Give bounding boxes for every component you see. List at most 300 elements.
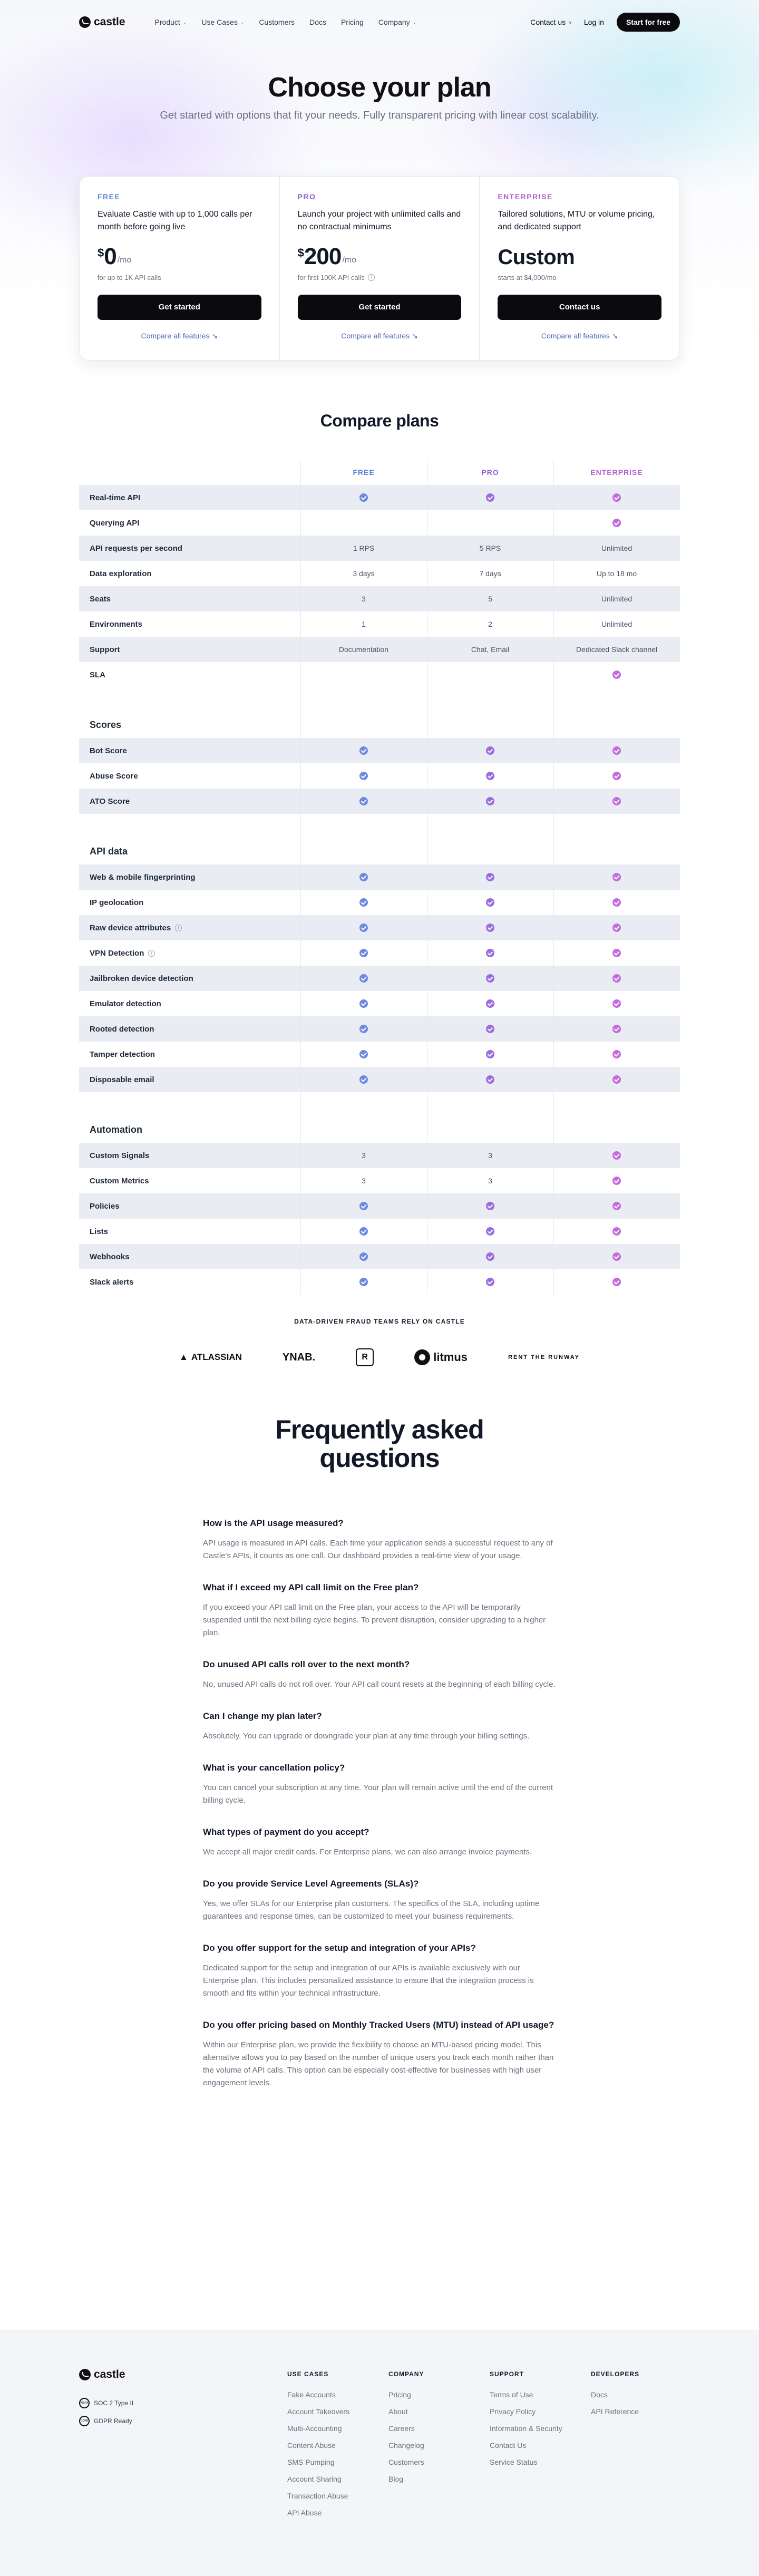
castle-logo-icon [79, 16, 91, 28]
check-icon [359, 873, 368, 881]
faq-title [0, 1415, 759, 1472]
footer-column-company [388, 2370, 424, 2492]
nav-link-label: Product [154, 18, 180, 26]
plan-price [98, 244, 261, 271]
feature-name [79, 974, 300, 983]
table-row [79, 763, 680, 789]
plan-cell-enterprise [553, 1016, 680, 1042]
faq-answer: You can cancel your subscription at any time. Your plan will remain active until the end of the current billing cycle. [203, 1783, 553, 1805]
top-nav [79, 13, 680, 32]
faq-item [203, 1826, 556, 1859]
check-icon [359, 1252, 368, 1261]
contact-us-label: Contact us [530, 18, 566, 26]
table-row [79, 940, 680, 966]
check-icon [486, 1050, 494, 1058]
plan-cell-enterprise [553, 1269, 680, 1295]
compare-features-link[interactable] [498, 332, 661, 341]
feature-label: Custom Metrics [90, 1176, 149, 1185]
check-icon [359, 1050, 368, 1058]
nav-link-label: Pricing [340, 18, 364, 26]
nav-link-company[interactable] [378, 18, 416, 26]
plan-cta-button[interactable]: Get started [98, 295, 261, 320]
feature-name [79, 746, 300, 755]
compare-features-link[interactable] [98, 332, 261, 341]
faq-answer: Absolutely. You can upgrade or downgrade your plan at any time through your billing settings. [203, 1732, 530, 1741]
check-icon [612, 670, 621, 679]
feature-label: Raw device attributes [90, 923, 171, 932]
customer-logos [179, 1348, 580, 1366]
price-period: /mo [117, 256, 132, 265]
check-icon [612, 746, 621, 755]
check-icon [359, 1202, 368, 1210]
footer-link[interactable]: Changelog [388, 2441, 424, 2449]
table-row [79, 915, 680, 940]
trust-heading: DATA-DRIVEN FRAUD TEAMS RELY ON CASTLE [294, 1318, 465, 1325]
brand-logo[interactable] [79, 16, 125, 28]
plan-name: FREE [98, 192, 121, 201]
check-icon [612, 519, 621, 527]
compare-title: Compare plans [320, 411, 439, 430]
plan-cell-enterprise [553, 763, 680, 789]
feature-name [79, 670, 300, 679]
faq-answer: We accept all major credit cards. For Enterprise plans, we can also arrange invoice payments. [203, 1848, 532, 1856]
feature-label: Real-time API [90, 493, 141, 502]
feature-name [79, 544, 300, 553]
rent-the-runway-logo: RENT THE RUNWAY [508, 1354, 580, 1360]
nav-link-docs[interactable] [309, 18, 326, 26]
check-icon [359, 746, 368, 755]
check-icon [612, 797, 621, 805]
compare-features-label: Compare all features [141, 332, 210, 340]
plan-cell-enterprise [553, 510, 680, 536]
soc2-label: SOC 2 Type II [94, 2399, 134, 2407]
feature-label: API requests per second [90, 543, 182, 553]
faq-question: Do unused API calls roll over to the next month? [203, 1659, 410, 1669]
feature-label: Jailbroken device detection [90, 974, 193, 983]
plan-cell-pro [427, 1269, 553, 1295]
check-icon [359, 797, 368, 805]
compare-features-label: Compare all features [541, 332, 610, 340]
feature-name [79, 873, 300, 882]
nav-link-label: Customers [259, 18, 295, 26]
arrow-down-right-icon: ↘ [609, 332, 618, 340]
plan-cell-enterprise [553, 940, 680, 966]
check-icon [612, 493, 621, 502]
plan-cell-enterprise [553, 1244, 680, 1269]
check-icon [359, 1278, 368, 1286]
feature-name [79, 1075, 300, 1084]
plan-card-free [80, 177, 279, 360]
plan-card-pro [279, 177, 480, 360]
table-row [79, 1016, 680, 1042]
page-subtitle: Get started with options that fit your needs. Fully transparent pricing with linear cost scalability. [160, 110, 599, 121]
check-icon [612, 1227, 621, 1236]
faq-question: How is the API usage measured? [203, 1518, 344, 1528]
plan-cell-pro [427, 1219, 553, 1244]
info-icon[interactable]: i [175, 925, 182, 931]
faq-answer: Yes, we offer SLAs for our Enterprise plan customers. The specifics of the SLA, including uptime guarantees and response times, can be customized to meet your business requirements. [203, 1899, 540, 1921]
plan-price [498, 244, 661, 271]
plan-cell-free: Documentation [338, 645, 389, 654]
faq-item [203, 2019, 556, 2089]
plan-cell-free [300, 991, 427, 1016]
plan-note [98, 273, 261, 282]
table-row [79, 510, 680, 536]
footer-link[interactable]: Terms of Use [490, 2390, 533, 2399]
castle-logo-icon [79, 2369, 91, 2380]
faq-question: Do you offer support for the setup and integration of your APIs? [203, 1943, 476, 1953]
check-icon [612, 1050, 621, 1058]
login-link[interactable]: Log in [583, 18, 604, 26]
plan-description: Tailored solutions, MTU or volume pricing, and dedicated support [498, 210, 655, 231]
feature-label: Data exploration [90, 569, 152, 578]
feature-label: Lists [90, 1227, 109, 1236]
check-icon [612, 1025, 621, 1033]
faq-question: What if I exceed my API call limit on the Free plan? [203, 1582, 419, 1592]
footer-column-title: USE CASES [287, 2370, 329, 2378]
plan-cell-free: 1 [362, 620, 366, 628]
plan-note-text: for first 100K API calls [297, 273, 365, 281]
faq-item [203, 1762, 556, 1807]
footer-link[interactable]: Information & Security [490, 2424, 562, 2433]
feature-name [79, 924, 300, 932]
feature-name [79, 898, 300, 907]
footer-link[interactable]: About [388, 2407, 408, 2416]
plan-note [298, 273, 462, 282]
plan-cell-pro [427, 890, 553, 915]
faq-answer: Dedicated support for the setup and integration of our APIs is available exclusively with our Enterprise plan. This includes personalized assistance to ensure that the integration process is smooth and fits within your technical infrastructure. [203, 1963, 534, 1998]
plan-cell-free [300, 510, 427, 536]
plan-cell-pro: 5 RPS [479, 544, 501, 552]
faq-list [203, 1517, 556, 2108]
footer-brand-name: castle [94, 2368, 125, 2380]
feature-label: Tamper detection [90, 1049, 155, 1059]
plan-cell-enterprise [553, 1067, 680, 1092]
check-icon [612, 974, 621, 983]
check-icon [612, 1151, 621, 1160]
footer-link[interactable]: API Reference [591, 2407, 639, 2416]
check-icon [486, 898, 494, 907]
price-value: 200 [304, 244, 342, 269]
plan-cell-pro [427, 1244, 553, 1269]
table-row [79, 637, 680, 662]
check-icon [359, 1025, 368, 1033]
plan-cell-free: 3 [362, 1177, 366, 1185]
table-row [79, 662, 680, 687]
nav-links [155, 18, 417, 26]
price-currency: $ [297, 246, 304, 259]
table-row [79, 890, 680, 915]
table-row [79, 1168, 680, 1193]
plan-cell-pro [427, 1016, 553, 1042]
plan-cell-free: 3 [362, 1151, 366, 1160]
nav-link-use-cases[interactable] [201, 18, 244, 26]
plan-cell-free: 3 days [353, 569, 375, 578]
feature-name [79, 620, 300, 629]
plan-cell-enterprise [553, 1042, 680, 1067]
check-icon [612, 1278, 621, 1286]
plan-cell-pro [427, 1193, 553, 1219]
plan-cell-pro [427, 940, 553, 966]
check-icon [359, 924, 368, 932]
nav-link-customers[interactable] [259, 18, 295, 26]
column-header-free: FREE [353, 468, 375, 477]
feature-name [79, 1050, 300, 1059]
feature-name [79, 595, 300, 604]
atlassian-label: ATLASSIAN [191, 1352, 242, 1362]
feature-label: Policies [90, 1201, 120, 1211]
table-row [79, 966, 680, 991]
footer-link[interactable]: Pricing [388, 2390, 411, 2399]
plan-cell-enterprise: Unlimited [601, 544, 632, 552]
plan-cell-enterprise [553, 1193, 680, 1219]
faq-item [203, 1658, 556, 1691]
table-row [79, 1219, 680, 1244]
plan-cell-enterprise [553, 1168, 680, 1193]
check-icon [612, 999, 621, 1008]
column-divider [553, 460, 554, 1295]
faq-item [203, 1878, 556, 1923]
chevron-down-icon: ⌄ [412, 19, 417, 25]
check-icon [486, 1227, 494, 1236]
compare-header [79, 460, 680, 485]
plan-cell-enterprise [553, 738, 680, 763]
feature-label: ATO Score [90, 796, 130, 806]
footer-column-support [490, 2370, 562, 2475]
plan-cell-free [300, 738, 427, 763]
table-row [79, 485, 680, 510]
plan-cell-pro: 2 [488, 620, 492, 628]
check-icon [359, 949, 368, 957]
info-icon[interactable]: i [148, 950, 155, 957]
feature-label: Support [90, 645, 120, 654]
check-icon [486, 1278, 494, 1286]
nav-link-label: Docs [309, 18, 326, 26]
plan-cell-enterprise: Up to 18 mo [596, 569, 637, 578]
plan-cell-enterprise [553, 485, 680, 510]
feature-name [79, 1227, 300, 1236]
feature-name [79, 569, 300, 578]
plan-cell-enterprise [553, 864, 680, 890]
plan-cta-button[interactable]: Contact us [498, 295, 661, 320]
feature-name [79, 493, 300, 502]
plan-cell-pro [427, 738, 553, 763]
plan-cell-free [300, 1067, 427, 1092]
nav-link-label: Company [378, 18, 410, 26]
check-icon [486, 797, 494, 805]
table-row [79, 1244, 680, 1269]
info-icon[interactable]: i [368, 274, 375, 281]
footer-link[interactable]: Service Status [490, 2458, 538, 2466]
feature-name [79, 1177, 300, 1185]
check-icon [486, 772, 494, 780]
nav-actions [530, 13, 680, 32]
footer-link[interactable]: Privacy Policy [490, 2407, 536, 2416]
feature-label: Webhooks [90, 1252, 130, 1261]
price-value: 0 [104, 244, 116, 269]
plan-cell-free [300, 864, 427, 890]
feature-label: Rooted detection [90, 1024, 154, 1034]
plan-cell-enterprise: Unlimited [601, 620, 632, 628]
table-row [79, 864, 680, 890]
plan-cell-free: 3 [362, 595, 366, 603]
plan-cell-pro [427, 789, 553, 814]
footer-link[interactable]: Fake Accounts [287, 2390, 336, 2399]
plan-cell-pro: 3 [488, 1177, 492, 1185]
plan-cell-enterprise [553, 991, 680, 1016]
plan-cell-free [300, 1244, 427, 1269]
plan-description: Launch your project with unlimited calls and no contractual minimums [297, 210, 461, 231]
chevron-down-icon: ⌄ [240, 19, 245, 25]
footer-link[interactable]: Customers [388, 2458, 424, 2466]
faq-question: Can I change my plan later? [203, 1711, 322, 1721]
feature-label: Seats [90, 594, 111, 604]
footer-link[interactable]: Multi-Accounting [287, 2424, 342, 2433]
feature-label: Querying API [90, 518, 140, 528]
footer-column-title: SUPPORT [490, 2370, 524, 2378]
feature-name [79, 999, 300, 1008]
plan-cell-pro: 5 [488, 595, 492, 603]
page-title: Choose your plan [268, 72, 491, 103]
plan-cell-free [300, 485, 427, 510]
check-icon [612, 772, 621, 780]
plan-cell-free [300, 940, 427, 966]
footer-link[interactable]: Contact Us [490, 2441, 527, 2449]
check-icon [486, 1075, 494, 1084]
section-title: Automation [90, 1124, 142, 1135]
plan-cell-pro [427, 662, 553, 687]
footer-link[interactable]: Blog [388, 2475, 404, 2483]
plan-cell-free: 1 RPS [353, 544, 375, 552]
feature-label: Custom Signals [90, 1151, 150, 1160]
feature-label: Abuse Score [90, 771, 138, 781]
plan-card-enterprise [479, 177, 679, 360]
plan-cell-enterprise [553, 1143, 680, 1168]
plan-cell-free [300, 890, 427, 915]
nav-link-label: Use Cases [201, 18, 238, 26]
footer-link[interactable]: API Abuse [287, 2509, 322, 2517]
plan-description: Evaluate Castle with up to 1,000 calls per month before going live [98, 210, 252, 231]
start-free-button[interactable]: Start for free [617, 13, 680, 32]
compare-features-link[interactable] [298, 332, 462, 341]
contact-us-link[interactable] [530, 18, 571, 26]
footer-link[interactable]: Content Abuse [287, 2441, 336, 2449]
feature-name [79, 1025, 300, 1034]
footer-link[interactable]: Transaction Abuse [287, 2492, 348, 2500]
check-icon [486, 974, 494, 983]
faq-answer: Within our Enterprise plan, we provide the flexibility to choose an MTU-based pricing model. This alternative allows you to pay based on the number of unique users you track each month rather than the volume of API calls. This option can be especially cost-effective for businesses with high user engagement levels. [203, 2040, 554, 2087]
footer-link[interactable]: Account Takeovers [287, 2407, 350, 2416]
plan-cell-enterprise [553, 1219, 680, 1244]
feature-name [79, 1252, 300, 1261]
table-row [79, 536, 680, 561]
price-value: Custom [498, 246, 575, 269]
plan-note [498, 273, 661, 282]
plan-cell-pro [427, 510, 553, 536]
faq-answer: No, unused API calls do not roll over. Your API call count resets at the beginning of each billing cycle. [203, 1680, 556, 1689]
feature-name [79, 645, 300, 654]
plan-cell-free [300, 662, 427, 687]
nav-link-pricing[interactable] [341, 18, 364, 26]
footer-logo[interactable] [79, 2368, 125, 2381]
plan-cell-enterprise: Unlimited [601, 595, 632, 603]
check-icon [612, 1252, 621, 1261]
faq-question: Do you provide Service Level Agreements (SLAs)? [203, 1879, 419, 1889]
feature-label: VPN Detection [90, 948, 144, 958]
gdpr-badge [79, 2416, 133, 2426]
table-row [79, 561, 680, 586]
footer-link[interactable]: Careers [388, 2424, 415, 2433]
table-row [79, 789, 680, 814]
plan-cell-free [300, 1269, 427, 1295]
arrow-down-right-icon: ↘ [410, 332, 418, 340]
aicpa-icon: AICPA [79, 2398, 90, 2408]
check-icon [612, 1177, 621, 1185]
check-icon [486, 999, 494, 1008]
soc2-badge [79, 2398, 133, 2408]
check-icon [359, 898, 368, 907]
ynab-logo: YNAB. [282, 1351, 316, 1363]
feature-label: Disposable email [90, 1075, 154, 1084]
plan-cell-enterprise [553, 662, 680, 687]
table-row [79, 1269, 680, 1295]
check-icon [359, 493, 368, 502]
column-header-enterprise: ENTERPRISE [590, 468, 643, 477]
plan-cell-free [300, 789, 427, 814]
plan-cell-enterprise: Dedicated Slack channel [576, 645, 658, 654]
check-icon [612, 1202, 621, 1210]
compliance-badges [79, 2398, 133, 2434]
table-row [79, 1143, 680, 1168]
faq-question: What types of payment do you accept? [203, 1827, 369, 1837]
column-header-pro: PRO [481, 468, 499, 477]
check-icon [612, 898, 621, 907]
faq-item [203, 1942, 556, 2000]
litmus-icon [414, 1349, 430, 1365]
gdpr-label: GDPR Ready [94, 2417, 132, 2425]
footer-link[interactable]: SMS Pumping [287, 2458, 335, 2466]
plan-cell-free [300, 763, 427, 789]
brand-name: castle [94, 16, 125, 28]
check-icon [486, 924, 494, 932]
plan-cta-button[interactable]: Get started [298, 295, 462, 320]
feature-label: Environments [90, 619, 143, 629]
check-icon [486, 746, 494, 755]
table-row [79, 611, 680, 637]
nav-link-product[interactable] [155, 18, 187, 26]
plan-cell-pro [427, 485, 553, 510]
footer-link[interactable]: Account Sharing [287, 2475, 342, 2483]
column-divider [300, 460, 301, 1295]
plan-cell-free [300, 1193, 427, 1219]
plan-cell-free [300, 966, 427, 991]
faq-question: What is your cancellation policy? [203, 1763, 345, 1773]
plan-cell-pro: 7 days [479, 569, 501, 578]
faq-item [203, 1517, 556, 1562]
feature-name [79, 949, 300, 958]
plan-cell-pro [427, 915, 553, 940]
table-row [79, 1042, 680, 1067]
feature-label: SLA [90, 670, 105, 679]
footer-link[interactable]: Docs [591, 2390, 608, 2399]
faq-title-text: Frequently asked questions [275, 1415, 484, 1473]
feature-name [79, 1278, 300, 1287]
faq-item [203, 1581, 556, 1639]
check-icon [359, 974, 368, 983]
plan-cell-pro [427, 966, 553, 991]
price-period: /mo [342, 256, 357, 265]
feature-name [79, 1202, 300, 1211]
